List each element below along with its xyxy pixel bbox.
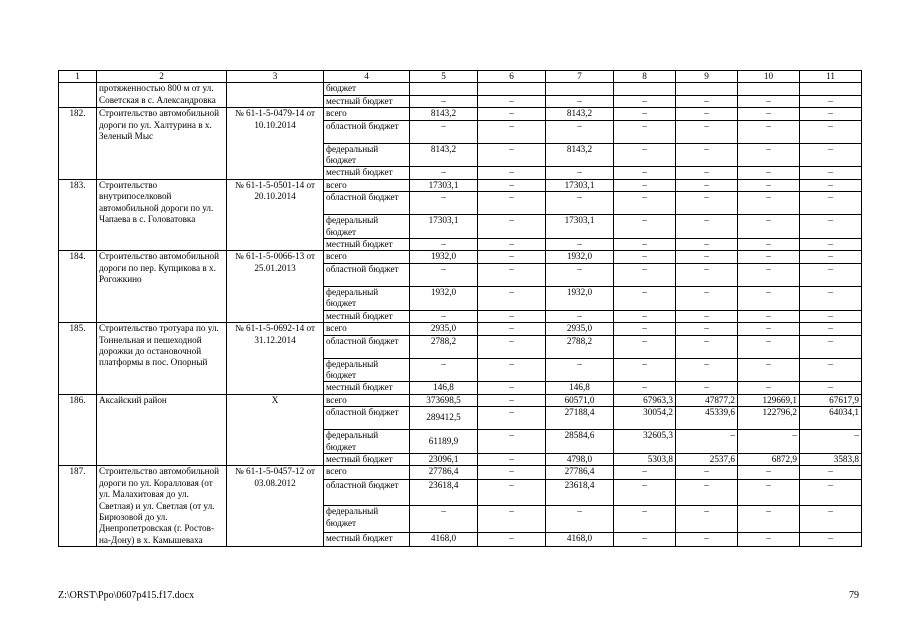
value-cell: – bbox=[800, 239, 862, 251]
value-cell: – bbox=[738, 143, 800, 167]
object-name: Строительство автомобильной дороги по ул. Халтурина в х. Зеленый Мыс bbox=[97, 108, 227, 180]
table-row bbox=[59, 251, 862, 263]
value-cell: 4168,0 bbox=[546, 533, 614, 547]
value-cell: 30054,2 bbox=[614, 407, 676, 430]
value-cell: – bbox=[738, 310, 800, 322]
value-cell: – bbox=[738, 480, 800, 506]
header-row bbox=[59, 71, 862, 83]
value-cell: – bbox=[614, 533, 676, 547]
object-name: Строительство автомобильной дороги по пер. Купцикова в х. Рогожкино bbox=[97, 251, 227, 323]
funding-source: областной бюджет bbox=[324, 480, 410, 506]
object-name: Строительство внутрипоселковой автомобильной дороги по ул. Чапаева в с. Головатовка bbox=[97, 179, 227, 251]
value-cell: – bbox=[800, 108, 862, 120]
funding-source: местный бюджет bbox=[324, 95, 410, 107]
value-cell: – bbox=[410, 358, 478, 382]
value-cell: 67617,9 bbox=[800, 394, 862, 406]
value-cell: 2788,2 bbox=[410, 335, 478, 358]
value-cell: – bbox=[676, 263, 738, 286]
value-cell: 67963,3 bbox=[614, 394, 676, 406]
value-cell: – bbox=[614, 466, 676, 480]
value-cell: – bbox=[800, 480, 862, 506]
value-cell: – bbox=[614, 179, 676, 191]
page-number: 79 bbox=[849, 590, 859, 601]
value-cell: – bbox=[738, 533, 800, 547]
value-cell: – bbox=[478, 382, 546, 394]
value-cell: – bbox=[478, 179, 546, 191]
value-cell: – bbox=[676, 239, 738, 251]
value-cell: 8143,2 bbox=[546, 108, 614, 120]
row-number: 184. bbox=[59, 251, 97, 323]
value-cell: 47877,2 bbox=[676, 394, 738, 406]
value-cell: – bbox=[614, 143, 676, 167]
value-cell bbox=[410, 83, 478, 95]
funding-source: местный бюджет bbox=[324, 239, 410, 251]
value-cell: 3583,8 bbox=[800, 453, 862, 465]
value-cell: – bbox=[478, 215, 546, 239]
value-cell: 32605,3 bbox=[614, 430, 676, 454]
value-cell: – bbox=[738, 239, 800, 251]
value-cell: – bbox=[478, 251, 546, 263]
value-cell: – bbox=[738, 251, 800, 263]
header-cell-6: 6 bbox=[478, 71, 546, 83]
value-cell: – bbox=[546, 167, 614, 179]
value-cell: – bbox=[800, 466, 862, 480]
value-cell: – bbox=[546, 120, 614, 143]
value-cell: 5303,8 bbox=[614, 453, 676, 465]
value-cell: 6872,9 bbox=[738, 453, 800, 465]
value-cell: – bbox=[676, 430, 738, 454]
value-cell: – bbox=[478, 310, 546, 322]
value-cell: – bbox=[800, 95, 862, 107]
value-cell: – bbox=[676, 323, 738, 335]
value-cell: – bbox=[614, 251, 676, 263]
value-cell: – bbox=[478, 506, 546, 533]
value-cell: 8143,2 bbox=[546, 143, 614, 167]
value-cell: – bbox=[738, 430, 800, 454]
value-cell: – bbox=[676, 95, 738, 107]
value-cell: 23618,4 bbox=[410, 480, 478, 506]
value-cell: – bbox=[738, 263, 800, 286]
value-cell: 373698,5 bbox=[410, 394, 478, 406]
value-cell: 4798,0 bbox=[546, 453, 614, 465]
value-cell: – bbox=[410, 506, 478, 533]
funding-source: областной бюджет bbox=[324, 335, 410, 358]
funding-source: федеральный бюджет bbox=[324, 286, 410, 310]
value-cell: – bbox=[800, 167, 862, 179]
funding-source: всего bbox=[324, 251, 410, 263]
value-cell: – bbox=[800, 120, 862, 143]
value-cell: – bbox=[478, 167, 546, 179]
value-cell: 4168,0 bbox=[410, 533, 478, 547]
value-cell: – bbox=[738, 358, 800, 382]
header-cell-2: 2 bbox=[97, 71, 227, 83]
funding-source: местный бюджет bbox=[324, 310, 410, 322]
value-cell: 27786,4 bbox=[410, 466, 478, 480]
table-row bbox=[59, 394, 862, 406]
value-cell bbox=[546, 83, 614, 95]
value-cell: 1932,0 bbox=[410, 251, 478, 263]
value-cell: 1932,0 bbox=[410, 286, 478, 310]
value-cell: – bbox=[478, 108, 546, 120]
value-cell: – bbox=[478, 120, 546, 143]
header-cell-1: 1 bbox=[59, 71, 97, 83]
value-cell: – bbox=[738, 323, 800, 335]
value-cell bbox=[676, 83, 738, 95]
value-cell: – bbox=[738, 108, 800, 120]
value-cell: 8143,2 bbox=[410, 108, 478, 120]
value-cell: – bbox=[800, 179, 862, 191]
registration-number bbox=[227, 83, 324, 108]
value-cell: – bbox=[614, 108, 676, 120]
header-cell-5: 5 bbox=[410, 71, 478, 83]
value-cell: – bbox=[478, 192, 546, 215]
value-cell: 23096,1 bbox=[410, 453, 478, 465]
value-cell: – bbox=[800, 143, 862, 167]
value-cell: – bbox=[800, 335, 862, 358]
value-cell: – bbox=[676, 466, 738, 480]
value-cell: – bbox=[478, 533, 546, 547]
value-cell: – bbox=[546, 506, 614, 533]
value-cell: 23618,4 bbox=[546, 480, 614, 506]
value-cell: – bbox=[676, 108, 738, 120]
row-number: 187. bbox=[59, 466, 97, 547]
value-cell: – bbox=[800, 533, 862, 547]
value-cell: 17303,1 bbox=[546, 215, 614, 239]
value-cell: – bbox=[410, 120, 478, 143]
value-cell: – bbox=[614, 382, 676, 394]
value-cell: – bbox=[800, 215, 862, 239]
value-cell: – bbox=[478, 407, 546, 430]
registration-number: Х bbox=[227, 394, 324, 466]
value-cell: – bbox=[676, 286, 738, 310]
value-cell: – bbox=[614, 506, 676, 533]
value-cell: – bbox=[738, 179, 800, 191]
value-cell: – bbox=[478, 143, 546, 167]
value-cell: – bbox=[478, 358, 546, 382]
value-cell: 2935,0 bbox=[546, 323, 614, 335]
value-cell: – bbox=[546, 263, 614, 286]
value-cell: 146,8 bbox=[546, 382, 614, 394]
value-cell: 17303,1 bbox=[410, 215, 478, 239]
value-cell: – bbox=[676, 179, 738, 191]
registration-number: № 61-1-5-0066-13 от 25.01.2013 bbox=[227, 251, 324, 323]
value-cell: – bbox=[546, 192, 614, 215]
value-cell: – bbox=[478, 95, 546, 107]
header-cell-11: 11 bbox=[800, 71, 862, 83]
value-cell: – bbox=[614, 167, 676, 179]
value-cell: – bbox=[614, 335, 676, 358]
value-cell: 45339,6 bbox=[676, 407, 738, 430]
table-row bbox=[59, 466, 862, 480]
file-path: Z:\ORST\Ppo\0607p415.f17.docx bbox=[58, 590, 195, 601]
value-cell: – bbox=[800, 323, 862, 335]
funding-source: федеральный бюджет bbox=[324, 358, 410, 382]
value-cell: – bbox=[614, 310, 676, 322]
value-cell: 1932,0 bbox=[546, 251, 614, 263]
value-cell: – bbox=[738, 335, 800, 358]
value-cell: – bbox=[676, 533, 738, 547]
value-cell: – bbox=[410, 192, 478, 215]
value-cell: 1932,0 bbox=[546, 286, 614, 310]
registration-number: № 61-1-5-0692-14 от 31.12.2014 bbox=[227, 323, 324, 395]
value-cell: – bbox=[614, 323, 676, 335]
value-cell: – bbox=[478, 263, 546, 286]
value-cell: 61189,9 bbox=[410, 430, 478, 454]
value-cell: – bbox=[410, 239, 478, 251]
funding-source: местный бюджет bbox=[324, 382, 410, 394]
value-cell: 2935,0 bbox=[410, 323, 478, 335]
value-cell: – bbox=[478, 323, 546, 335]
value-cell: 17303,1 bbox=[410, 179, 478, 191]
value-cell: – bbox=[738, 120, 800, 143]
value-cell: – bbox=[738, 167, 800, 179]
budget-table-page bbox=[58, 70, 861, 547]
value-cell: – bbox=[614, 95, 676, 107]
value-cell: 129669,1 bbox=[738, 394, 800, 406]
value-cell: – bbox=[676, 335, 738, 358]
value-cell: – bbox=[676, 120, 738, 143]
value-cell: – bbox=[676, 382, 738, 394]
object-name: протяженностью 800 м от ул. Советская в с. Александровка bbox=[97, 83, 227, 108]
funding-source: всего bbox=[324, 108, 410, 120]
value-cell: – bbox=[676, 310, 738, 322]
funding-source: федеральный бюджет bbox=[324, 430, 410, 454]
value-cell bbox=[738, 83, 800, 95]
funding-source: федеральный бюджет bbox=[324, 506, 410, 533]
table-row bbox=[59, 108, 862, 120]
row-number bbox=[59, 83, 97, 108]
value-cell: – bbox=[800, 358, 862, 382]
funding-source: местный бюджет bbox=[324, 453, 410, 465]
funding-source: областной бюджет bbox=[324, 263, 410, 286]
value-cell: – bbox=[614, 263, 676, 286]
value-cell: 2788,2 bbox=[546, 335, 614, 358]
value-cell: – bbox=[738, 466, 800, 480]
value-cell: – bbox=[738, 286, 800, 310]
value-cell: – bbox=[800, 286, 862, 310]
value-cell: 28584,6 bbox=[546, 430, 614, 454]
value-cell: – bbox=[676, 143, 738, 167]
table-row bbox=[59, 323, 862, 335]
row-number: 183. bbox=[59, 179, 97, 251]
registration-number: № 61-1-5-0479-14 от 10.10.2014 bbox=[227, 108, 324, 180]
value-cell: 27786,4 bbox=[546, 466, 614, 480]
value-cell: 289412,5 bbox=[410, 407, 478, 430]
value-cell: – bbox=[478, 286, 546, 310]
value-cell: – bbox=[546, 95, 614, 107]
value-cell: – bbox=[614, 192, 676, 215]
value-cell: – bbox=[410, 310, 478, 322]
funding-source: всего bbox=[324, 323, 410, 335]
value-cell: – bbox=[478, 453, 546, 465]
table-row bbox=[59, 83, 862, 95]
value-cell: – bbox=[546, 310, 614, 322]
value-cell: – bbox=[676, 251, 738, 263]
object-name: Аксайский район bbox=[97, 394, 227, 466]
value-cell: – bbox=[614, 358, 676, 382]
value-cell: – bbox=[800, 310, 862, 322]
value-cell: 122796,2 bbox=[738, 407, 800, 430]
value-cell: – bbox=[478, 466, 546, 480]
value-cell: – bbox=[738, 382, 800, 394]
row-number: 185. bbox=[59, 323, 97, 395]
header-cell-8: 8 bbox=[614, 71, 676, 83]
value-cell: – bbox=[410, 167, 478, 179]
funding-source: областной бюджет bbox=[324, 192, 410, 215]
value-cell: 60571,0 bbox=[546, 394, 614, 406]
value-cell: – bbox=[478, 335, 546, 358]
value-cell: – bbox=[478, 239, 546, 251]
header-cell-4: 4 bbox=[324, 71, 410, 83]
value-cell: – bbox=[676, 215, 738, 239]
value-cell: – bbox=[546, 239, 614, 251]
value-cell: 2537,6 bbox=[676, 453, 738, 465]
header-cell-9: 9 bbox=[676, 71, 738, 83]
registration-number: № 61-1-5-0457-12 от 03.08.2012 bbox=[227, 466, 324, 547]
value-cell: – bbox=[478, 394, 546, 406]
row-number: 186. bbox=[59, 394, 97, 466]
value-cell bbox=[614, 83, 676, 95]
value-cell: – bbox=[800, 382, 862, 394]
header-cell-10: 10 bbox=[738, 71, 800, 83]
value-cell: 17303,1 bbox=[546, 179, 614, 191]
value-cell: – bbox=[676, 480, 738, 506]
header-cell-3: 3 bbox=[227, 71, 324, 83]
value-cell: – bbox=[738, 192, 800, 215]
value-cell: 8143,2 bbox=[410, 143, 478, 167]
funding-source: бюджет bbox=[324, 83, 410, 95]
value-cell: – bbox=[738, 95, 800, 107]
value-cell: – bbox=[676, 192, 738, 215]
value-cell: – bbox=[800, 263, 862, 286]
value-cell: 27188,4 bbox=[546, 407, 614, 430]
value-cell: 64034,1 bbox=[800, 407, 862, 430]
value-cell: – bbox=[546, 358, 614, 382]
value-cell: – bbox=[676, 358, 738, 382]
value-cell: – bbox=[800, 192, 862, 215]
funding-source: областной бюджет bbox=[324, 120, 410, 143]
value-cell: – bbox=[738, 215, 800, 239]
header-cell-7: 7 bbox=[546, 71, 614, 83]
value-cell: – bbox=[410, 263, 478, 286]
value-cell: – bbox=[738, 506, 800, 533]
value-cell: – bbox=[800, 506, 862, 533]
value-cell: – bbox=[478, 480, 546, 506]
value-cell: – bbox=[800, 251, 862, 263]
value-cell: – bbox=[410, 95, 478, 107]
value-cell: – bbox=[614, 215, 676, 239]
value-cell: – bbox=[614, 480, 676, 506]
value-cell: 146,8 bbox=[410, 382, 478, 394]
funding-source: всего bbox=[324, 179, 410, 191]
row-number: 182. bbox=[59, 108, 97, 180]
value-cell: – bbox=[614, 239, 676, 251]
funding-source: местный бюджет bbox=[324, 167, 410, 179]
value-cell: – bbox=[800, 430, 862, 454]
funding-source: всего bbox=[324, 466, 410, 480]
value-cell: – bbox=[676, 167, 738, 179]
object-name: Строительство тротуара по ул. Тоннельная и пешеходной дорожки до остановочной платформы в пос. Опорный bbox=[97, 323, 227, 395]
value-cell: – bbox=[676, 506, 738, 533]
value-cell bbox=[800, 83, 862, 95]
funding-source: областной бюджет bbox=[324, 407, 410, 430]
funding-source: местный бюджет bbox=[324, 533, 410, 547]
value-cell: – bbox=[614, 286, 676, 310]
value-cell: – bbox=[614, 120, 676, 143]
funding-source: федеральный бюджет bbox=[324, 215, 410, 239]
registration-number: № 61-1-5-0501-14 от 20.10.2014 bbox=[227, 179, 324, 251]
table-row bbox=[59, 179, 862, 191]
budget-table bbox=[58, 70, 862, 547]
value-cell bbox=[478, 83, 546, 95]
value-cell: – bbox=[478, 430, 546, 454]
funding-source: всего bbox=[324, 394, 410, 406]
object-name: Строительство автомобильной дороги по ул. Коралловая (от ул. Малахитовая до ул. Светлая) и ул. Светлая (от ул. Бирюзовой до ул. Днепропетровская (г. Ростов-на-Дону) в х. Камышеваха bbox=[97, 466, 227, 547]
funding-source: федеральный бюджет bbox=[324, 143, 410, 167]
